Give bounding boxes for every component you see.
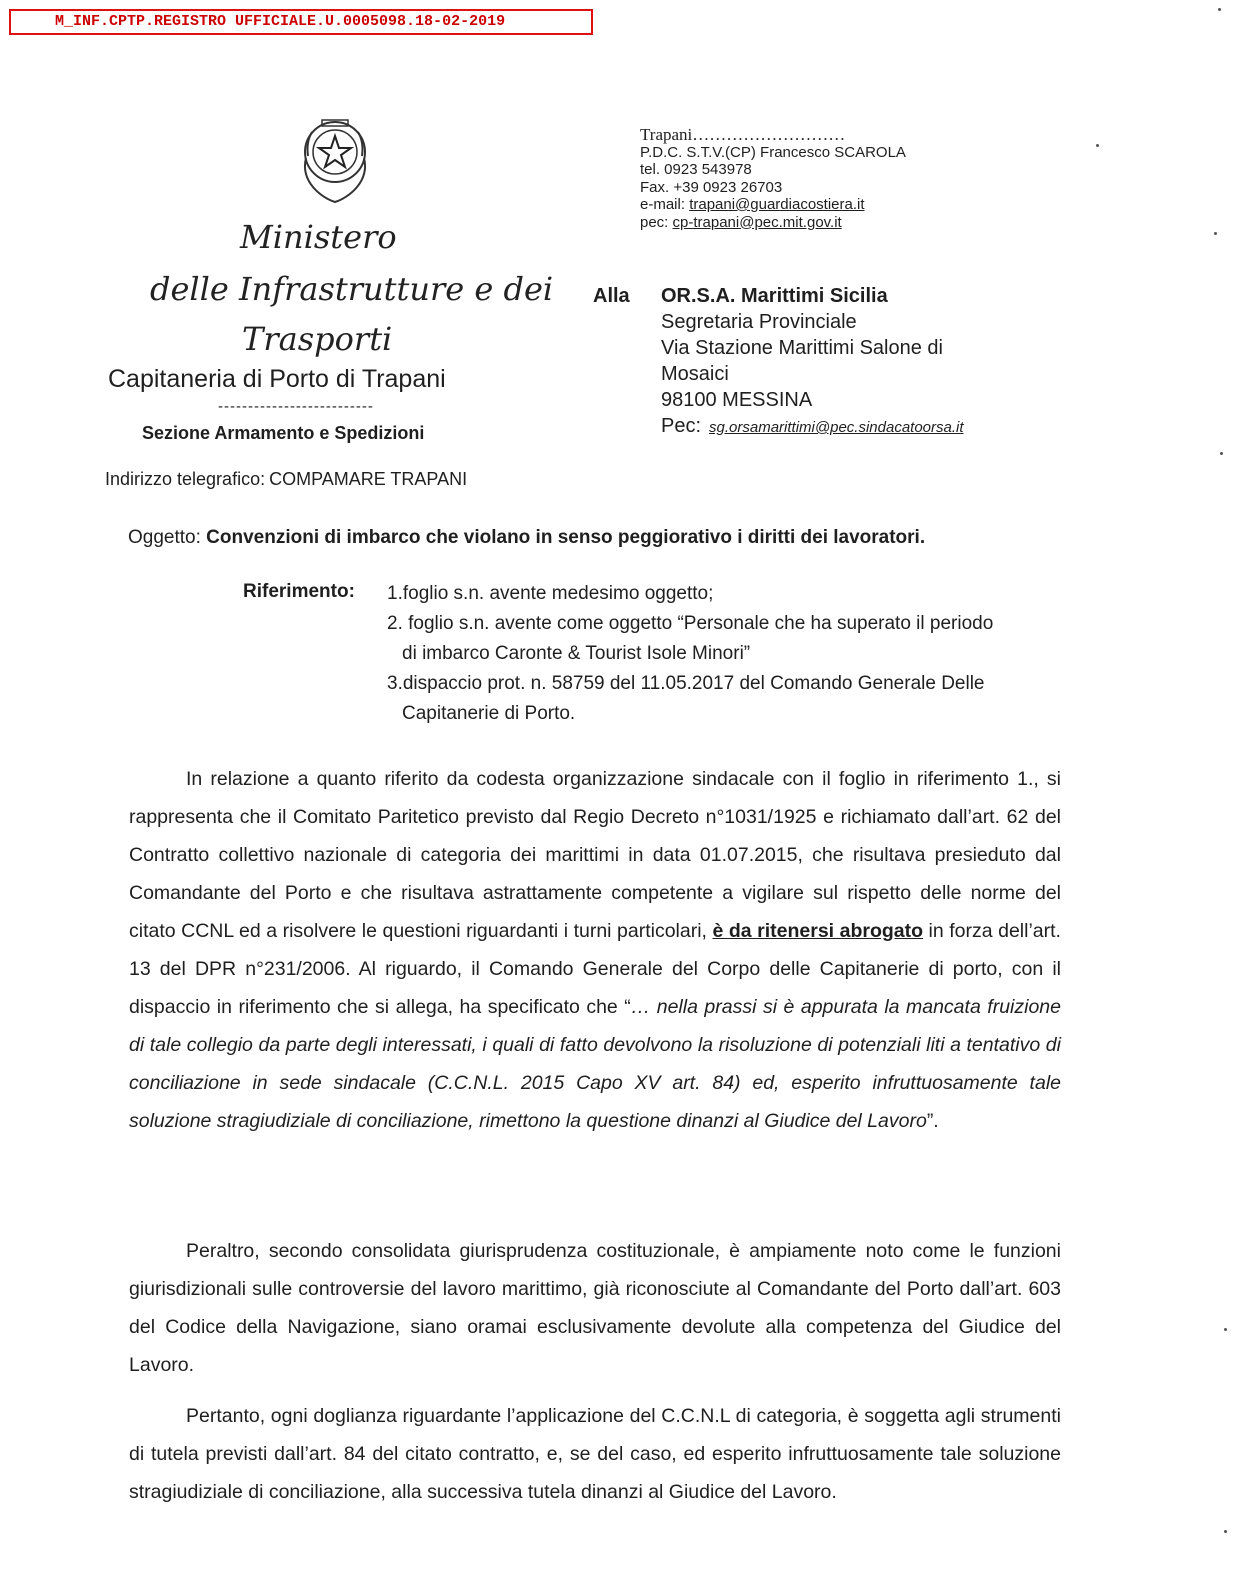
paragraph-1-end: ”. (926, 1110, 939, 1132)
body-paragraph-2: Peraltro, secondo consolidata giurisprudenza costituzionale, è ampiamente noto come le funzioni giurisdizionali sulle controversie del lavoro marittimo, già riconosciute al Comandante del Porto dall’art. 603 del Codice della Navigazione, siano oramai esclusivamente devolute alla competenza del Giudice del Lavoro. (129, 1240, 1061, 1376)
telegraph-label: Indirizzo telegrafico: (105, 469, 266, 489)
paragraph-1-quote: … nella prassi si è appurata la mancata fruizione di tale collegio da parte degli interessati, i quali di fatto devolvono la risoluzione di potenziali liti a tentativo di conciliazione in sede sindacale (C.C.N.L. 2015 Capo XV art. 84) ed, esperito infruttuosamente tale soluzione stragiudiziale di conciliazione, rimettono la questione dinanzi al Giudice del Lavoro (129, 996, 1061, 1132)
office-name: Capitaneria di Porto di Trapani (108, 365, 446, 393)
scan-speck (1220, 452, 1223, 455)
paragraph-1-text-a: In relazione a quanto riferito da codesta organizzazione sindacale con il foglio in riferimento 1., si rappresenta che il Comitato Paritetico previsto dal Regio Decreto n°1031/1925 e richiamato dall’art. 62 del Contratto collettivo nazionale di categoria dei marittimi in data 01.07.2015, che risultava presieduto dal Comandante del Porto e che risultava astrattamente competente a vigilare sul rispetto delle norme del citato CCNL ed a risolvere le questioni riguardanti i turni particolari, (129, 768, 1061, 942)
protocol-stamp: M_INF.CPTP.REGISTRO UFFICIALE.U.0005098.18-02-2019 (9, 9, 593, 35)
subject-label: Oggetto: (128, 527, 201, 548)
subject-text: Convenzioni di imbarco che violano in senso peggiorativo i diritti dei lavoratori. (206, 527, 926, 548)
recipient-line-2: Segretaria Provinciale (661, 311, 857, 333)
email-link[interactable]: trapani@guardiacostiera.it (689, 196, 865, 213)
scan-speck (1214, 232, 1217, 235)
fax: Fax. +39 0923 26703 (640, 178, 783, 196)
recipient-name: OR.S.A. Marittimi Sicilia (661, 285, 888, 307)
email-label: e-mail: (640, 196, 690, 213)
telephone: tel. 0923 543978 (640, 161, 752, 178)
paragraph-1-emphasis: è da ritenersi abrogato (712, 920, 924, 942)
body-paragraph-3: Pertanto, ogni doglianza riguardante l’applicazione del C.C.N.L di categoria, è soggetta agli strumenti di tutela previsti dall’art. 84 del citato contratto, e, se del caso, ed esperito infruttuosamente tale soluzione stragiudiziale di conciliazione, alla successiva tutela dinanzi al Giudice del Lavoro. (129, 1405, 1061, 1503)
reference-3-cont: Capitanerie di Porto. (402, 703, 576, 724)
email-line (640, 196, 906, 214)
recipient-pec-link[interactable]: sg.orsamarittimi@pec.sindacatoorsa.it (709, 419, 964, 436)
reference-3: 3.dispaccio prot. n. 58759 del 11.05.2017 del Comando Generale Delle (387, 673, 985, 694)
reference-2: 2. foglio s.n. avente come oggetto “Personale che ha superato il periodo (387, 613, 994, 634)
telegraph-address (101, 469, 467, 490)
subject-line (128, 527, 925, 549)
recipient-pec-label: Pec: (661, 415, 702, 437)
reference-1: 1.foglio s.n. avente medesimo oggetto; (387, 583, 714, 604)
recipient-line-5: 98100 MESSINA (661, 389, 813, 411)
pec-line (640, 214, 906, 232)
ministry-line-2: delle Infrastrutture e dei (150, 270, 554, 308)
letterhead-divider: -------------------------- (218, 398, 374, 415)
section-name: Sezione Armamento e Spedizioni (142, 423, 425, 443)
scan-speck (1096, 144, 1099, 147)
scan-speck (1224, 1328, 1227, 1331)
scan-speck (1218, 8, 1221, 11)
references-list (387, 579, 993, 729)
pec-link[interactable]: cp-trapani@pec.mit.gov.it (672, 213, 842, 231)
city-date-line: Trapani……………………… (640, 125, 846, 144)
italian-republic-emblem-icon (292, 112, 378, 208)
recipient-pec-line (661, 413, 964, 441)
ministry-line-1: Ministero (240, 218, 397, 256)
pec-label: pec: (640, 213, 673, 231)
sender-contact-block (640, 126, 906, 231)
recipient-line-3: Via Stazione Marittimi Salone di (661, 337, 943, 359)
reference-2-cont: di imbarco Caronte & Tourist Isole Minori” (402, 643, 751, 664)
paragraph-1-text-b: in forza dell’art. 13 del DPR n°231/2006. Al riguardo, il Comando Generale del Corpo delle Capitanerie di porto, con il dispaccio in riferimento che si allega, ha specificato che “ (129, 920, 1061, 1018)
recipient-prefix: Alla (593, 285, 630, 307)
body-paragraph-1 (129, 760, 1061, 1140)
recipient-address (661, 283, 964, 441)
ministry-line-3: Trasporti (242, 320, 393, 358)
scan-speck (1224, 1530, 1227, 1533)
references-label: Riferimento: (243, 581, 355, 602)
recipient-line-4: Mosaici (661, 363, 729, 385)
point-of-contact: P.D.C. S.T.V.(CP) Francesco SCAROLA (640, 143, 906, 161)
telegraph-value: COMPAMARE TRAPANI (269, 469, 468, 489)
